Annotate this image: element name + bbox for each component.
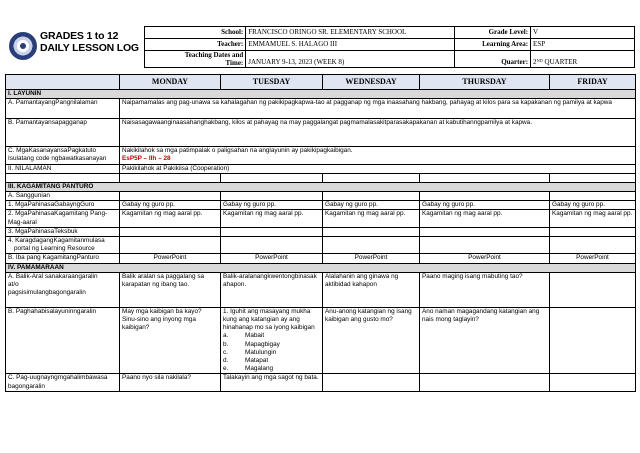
iba-thu: PowerPoint bbox=[420, 254, 550, 263]
section-pamamaraan: IV. PAMAMARAAN bbox=[6, 263, 636, 272]
balik-thu: Paano maging isang mabuting tao? bbox=[420, 272, 550, 307]
gabay-wed: Gabay ng guro pp. bbox=[323, 201, 420, 210]
list-item: d. Matapat bbox=[223, 357, 269, 365]
section-kagamitan: III. KAGAMITANG PANTURO bbox=[6, 182, 636, 191]
grade-label: Grade Level: bbox=[455, 27, 531, 39]
text-pagganap: Naisasagawaanginaasahanghakbang, kilos at pahayag na may paggalangat pagmamalasakitparasakapakanan at kabutihanngpamilya at kapwa. bbox=[120, 119, 636, 147]
balik-mon: Balik aralan sa paggalang sa karapatan ng ibang tao. bbox=[120, 272, 221, 307]
day-thursday: THURSDAY bbox=[420, 75, 550, 90]
pag-uugnay-tue: Talakayin ang mga sagot ng bata. bbox=[221, 374, 323, 391]
dates-value: JANUARY 9-13, 2023 (WEEK 8) bbox=[246, 51, 455, 68]
label-balik-aral: A. Balik-Aral sanakaraangaralin at/o pagsisimulangbagongaralin bbox=[6, 272, 120, 307]
row-iba bbox=[6, 254, 636, 263]
quarter-value: 2ᴺᴰ QUARTER bbox=[531, 51, 635, 68]
row-balik-aral bbox=[6, 272, 636, 307]
day-tuesday: TUESDAY bbox=[221, 75, 323, 90]
deped-seal-icon bbox=[9, 32, 37, 60]
iba-mon: PowerPoint bbox=[120, 254, 221, 263]
label-pagganap: B. Pamantayansapagganap bbox=[6, 119, 120, 147]
teacher-label: Teacher: bbox=[145, 39, 246, 51]
day-friday: FRIDAY bbox=[550, 75, 636, 90]
text-nilalaman: Pakikilahok at Pakikiisa (Cooperation) bbox=[120, 164, 636, 173]
kagamitan-fri: Kagamitan ng mag aaral pp. bbox=[550, 210, 636, 227]
day-header-row bbox=[6, 75, 636, 90]
list-item: c. Matulungin bbox=[223, 348, 277, 356]
kagamitan-wed: Kagamitan ng mag aaral pp. bbox=[323, 210, 420, 227]
row-paghahabi bbox=[6, 307, 636, 374]
dates-label: Teaching Dates and Time: bbox=[145, 51, 246, 68]
page-title: GRADES 1 to 12 DAILY LESSON LOG bbox=[40, 30, 139, 54]
iba-fri: PowerPoint bbox=[550, 254, 636, 263]
row-pag-uugnay bbox=[6, 374, 636, 391]
label-pag-uugnay: C. Pag-uugnayngmgahalimbawasa bagongaralin bbox=[6, 374, 120, 391]
label-kagamitan-mag-aaral: 2. MgaPahinasaKagamitang Pang- Mag-aaral bbox=[6, 210, 120, 227]
pag-uugnay-mon: Paano nyo sila nakilala? bbox=[120, 374, 221, 391]
iba-tue: PowerPoint bbox=[221, 254, 323, 263]
area-label: Learning Area: bbox=[455, 39, 531, 51]
iba-wed: PowerPoint bbox=[323, 254, 420, 263]
gabay-fri: Gabay ng guro pp. bbox=[550, 201, 636, 210]
label-pamantayang: A. PamantayangPangnilalaman bbox=[6, 99, 120, 119]
lesson-table bbox=[5, 74, 636, 392]
paghahabi-mon: May mga kaibigan ba kayo? Sinu-sino ang inyong mga kaibigan? bbox=[120, 307, 221, 374]
row-kagamitan-mag-aaral bbox=[6, 210, 636, 227]
balik-tue: Balik-aralanangkwentongbinasakahapon. bbox=[221, 272, 323, 307]
list-item: a. Mabait bbox=[223, 332, 265, 340]
day-monday: MONDAY bbox=[120, 75, 221, 90]
list-item: b. Mapagbigay bbox=[223, 340, 280, 348]
traits-list bbox=[223, 332, 320, 373]
paghahabi-tue: 1. Iguhit ang masayang mukha kung ang katangian ay ang hinahanap mo sa iyong kaibigan a. Mabait b. Mapagbigay c. Matulungin d. Matapat e. Magalang bbox=[221, 307, 323, 374]
label-kasanayan: C. MgaKasanayansaPagkatuto Isulatang code ngbawatkasanayan bbox=[6, 147, 120, 164]
row-pamantayang bbox=[6, 99, 636, 119]
label-gabay: 1. MgaPahinasaGabayngGuro bbox=[6, 201, 120, 210]
list-item: e. Magalang bbox=[223, 365, 274, 373]
gabay-thu: Gabay ng guro pp. bbox=[420, 201, 550, 210]
gabay-tue: Gabay ng guro pp. bbox=[221, 201, 323, 210]
school-label: School: bbox=[145, 27, 246, 39]
label-iba: B. Iba pang KagamitangPanturo bbox=[6, 254, 120, 263]
kasanayan-code: EsP5P – IIh – 28 bbox=[122, 155, 171, 163]
row-pagganap bbox=[6, 119, 636, 147]
quarter-label: Quarter: bbox=[455, 51, 531, 68]
kagamitan-thu: Kagamitan ng mag aaral pp. bbox=[420, 210, 550, 227]
label-nilalaman: II. NILALAMAN bbox=[6, 164, 120, 173]
teacher-value: EMMAMUEL S. HALAGO III bbox=[246, 39, 455, 51]
school-value: FRANCISCO ORINGO SR. ELEMENTARY SCHOOL bbox=[246, 27, 455, 39]
row-sanggunian: A. Sanggunian bbox=[6, 192, 636, 201]
row-nilalaman bbox=[6, 164, 636, 173]
paghahabi-thu: Ano naman magagandang katangian ang nais mong taglayin? bbox=[420, 307, 550, 374]
area-value: ESP bbox=[531, 39, 635, 51]
kagamitan-tue: Kagamitan ng mag aaral pp. bbox=[221, 210, 323, 227]
text-pamantayang: Naipamamalas ang pag-unawa sa kahalagahan ng pakikipagkapwa-tao at pagganap ng mga inaasahang hakbang, pahayag at kilos para sa kapakanan ng pamilya at kapwa bbox=[120, 99, 636, 119]
grade-value: V bbox=[531, 27, 635, 39]
label-karagdagang: 4. KaragdagangKagamitanmulasa portal ng Learning Resource bbox=[6, 237, 120, 254]
balik-wed: Alalahanin ang ginawa ng aktibidad kahapon bbox=[323, 272, 420, 307]
paghahabi-wed: Anu-anong katangian ng isang kaibigan ang gusto mo? bbox=[323, 307, 420, 374]
row-gabay bbox=[6, 201, 636, 210]
kagamitan-mon: Kagamitan ng mag aaral pp. bbox=[120, 210, 221, 227]
text-kasanayan: Nakikilahok sa mga patimpalak o paligsahan na anglayunin ay pakikipagkaibigan. EsP5P – IIh – 28 bbox=[120, 147, 636, 164]
row-kasanayan bbox=[6, 147, 636, 164]
row-blank bbox=[6, 173, 636, 182]
day-wednesday: WEDNESDAY bbox=[323, 75, 420, 90]
section-layunin: I. LAYUNIN bbox=[6, 90, 636, 99]
label-paghahabi: B. Paghahabisalayuninngaralin bbox=[6, 307, 120, 374]
row-karagdagang bbox=[6, 237, 636, 254]
row-teksbuk: 3. MgaPahinasaTeksbuk bbox=[6, 227, 636, 236]
gabay-mon: Gabay ng guro pp. bbox=[120, 201, 221, 210]
